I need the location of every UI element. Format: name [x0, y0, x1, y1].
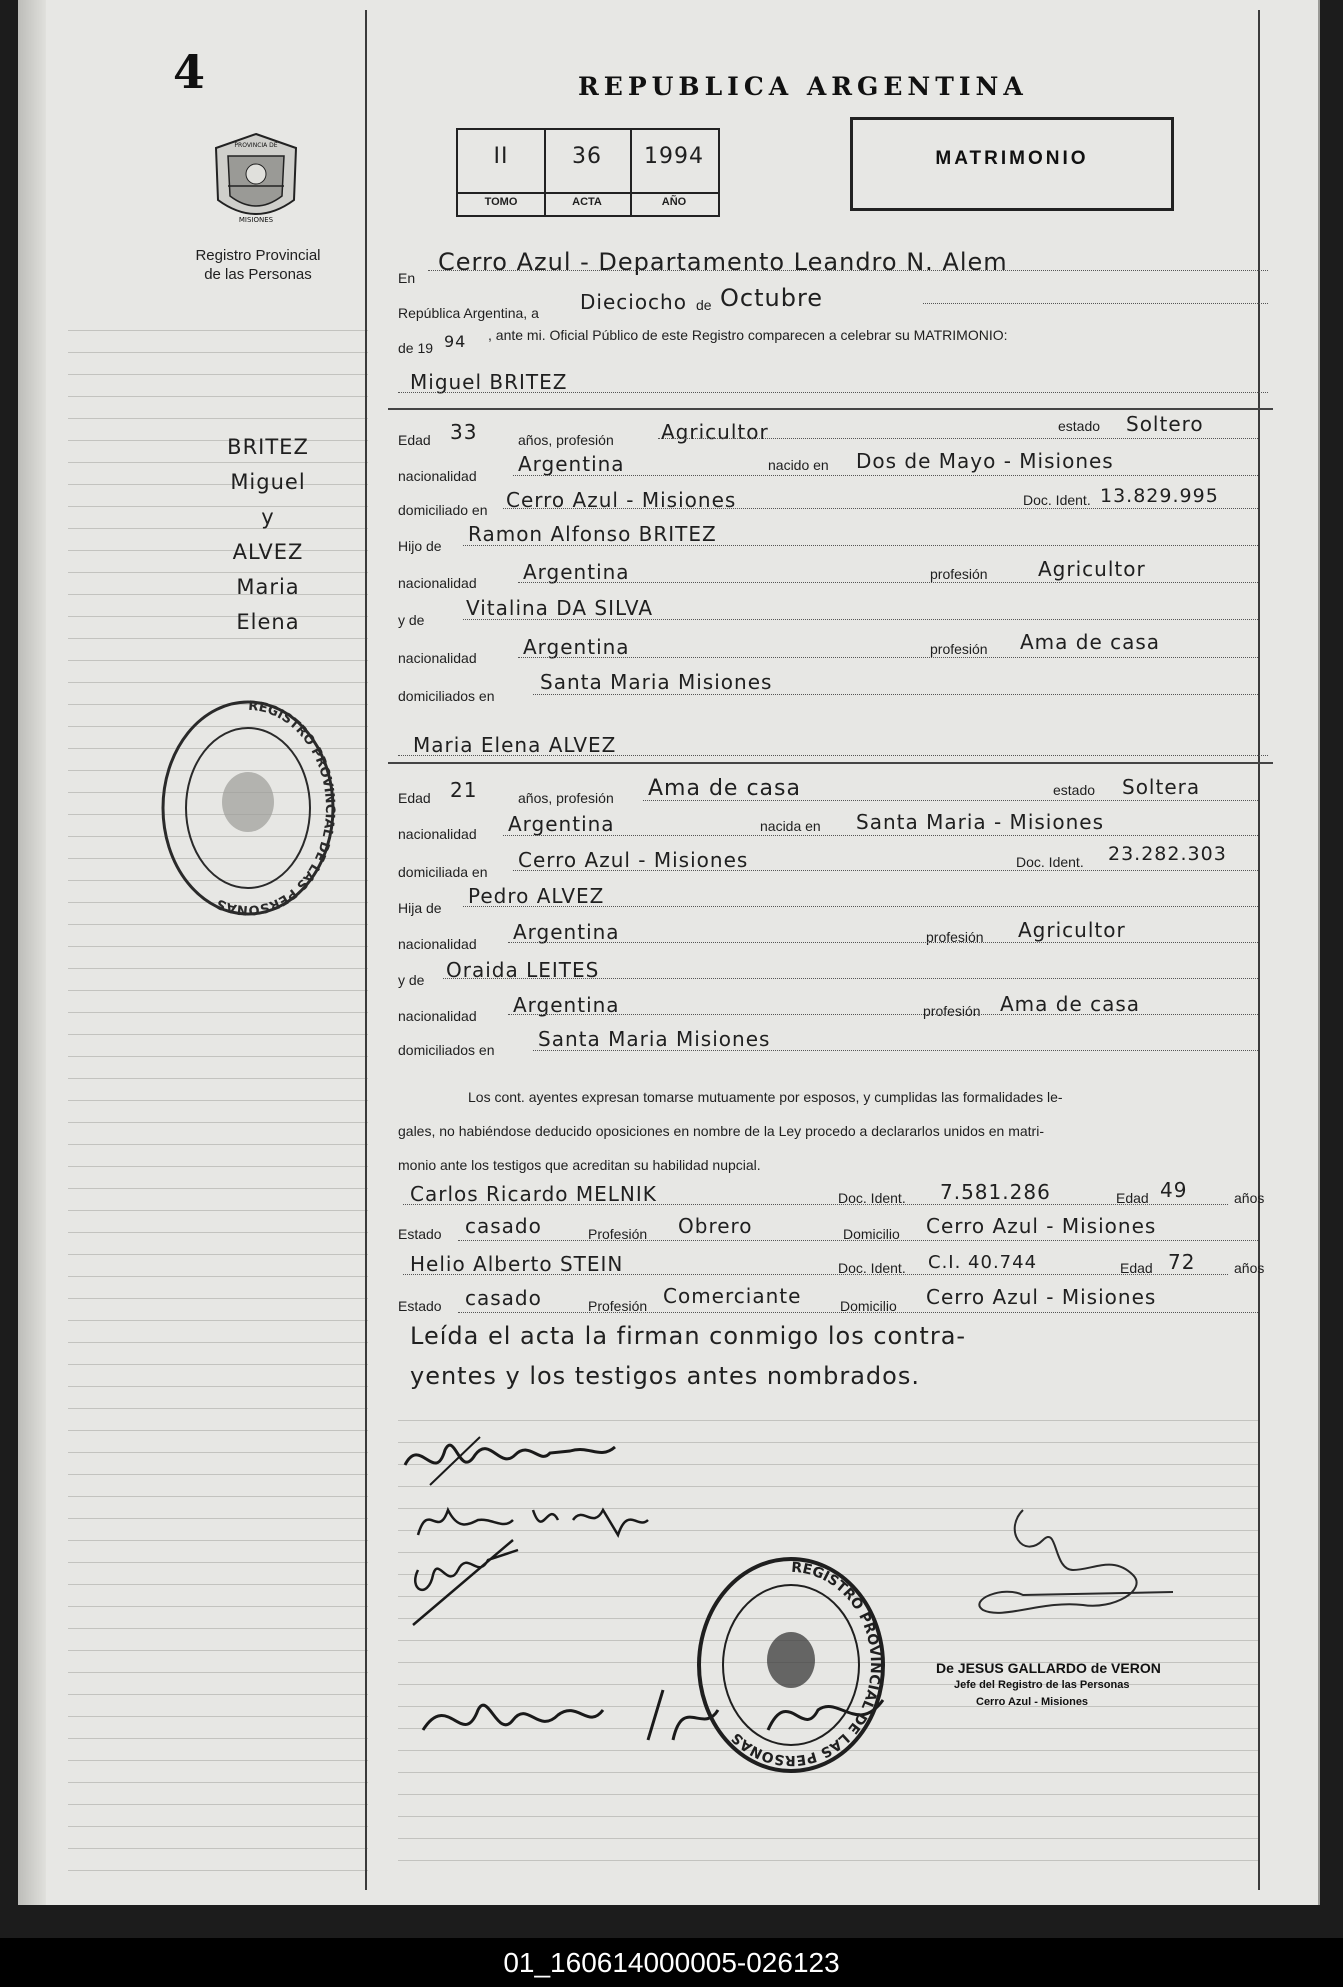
acta-value: 36: [572, 144, 602, 169]
margin-ruled-line: [68, 1606, 368, 1607]
margin-ruled-line: [68, 1826, 368, 1827]
margin-ruled-line: [68, 1056, 368, 1057]
official-name: De JESUS GALLARDO de VERON: [936, 1660, 1161, 1676]
margin-ruled-line: [68, 1254, 368, 1255]
margin-ruled-line: [68, 1716, 368, 1717]
body-ruled-line: [398, 1816, 1258, 1817]
bride-madre: Oraida LEITES: [446, 958, 600, 982]
witness1-domicilio-label: Domicilio: [843, 1226, 900, 1242]
body-ruled-line: [398, 1420, 1258, 1421]
margin-note-line: ALVEZ: [232, 540, 304, 564]
bride-madre-prof: Ama de casa: [1000, 992, 1141, 1016]
margin-ruled-line: [68, 1342, 368, 1343]
margin-ruled-line: [68, 1364, 368, 1365]
bride-hija-label: Hija de: [398, 900, 442, 916]
groom-padres-dom: Santa Maria Misiones: [540, 670, 773, 694]
groom-padres-dom-label: domiciliados en: [398, 688, 495, 704]
bride-padre-nac-label: nacionalidad: [398, 936, 477, 952]
margin-vertical-rule: [365, 10, 367, 1890]
margin-note-line: y: [261, 505, 275, 529]
margin-note-line: Elena: [236, 610, 300, 634]
ano-value: 1994: [644, 144, 704, 169]
margin-ruled-line: [68, 1408, 368, 1409]
groom-nacionalidad-label: nacionalidad: [398, 468, 477, 484]
groom-padre-nac-label: nacionalidad: [398, 575, 477, 591]
body-ruled-line: [398, 1838, 1258, 1839]
bride-padre: Pedro ALVEZ: [468, 884, 605, 908]
margin-ruled-line: [68, 1100, 368, 1101]
country-heading: REPUBLICA ARGENTINA: [578, 72, 1028, 101]
margin-ruled-line: [68, 1694, 368, 1695]
groom-doc-label: Doc. Ident.: [1023, 492, 1091, 508]
witness2-edad-label: Edad: [1120, 1260, 1153, 1276]
margin-ruled-line: [68, 1078, 368, 1079]
witness2-profesion-label: Profesión: [588, 1298, 648, 1314]
declaration-line: gales, no habiéndose deducido oposiciones en nombre de la Ley procedo a declararlos unidos en matri-: [398, 1123, 1044, 1139]
margin-ruled-line: [68, 660, 368, 661]
official-title: Jefe del Registro de las Personas: [954, 1679, 1130, 1691]
margin-ruled-line: [68, 1804, 368, 1805]
bride-padre-prof-label: profesión: [926, 929, 984, 945]
margin-ruled-line: [68, 1298, 368, 1299]
witness1-profesion-label: Profesión: [588, 1226, 648, 1242]
margin-ruled-line: [68, 396, 368, 397]
margin-note-line: BRITEZ: [227, 435, 309, 459]
groom-nacido: Dos de Mayo - Misiones: [856, 449, 1114, 473]
margin-ruled-line: [68, 1232, 368, 1233]
margin-ruled-line: [68, 1518, 368, 1519]
margin-ruled-line: [68, 1540, 368, 1541]
groom-domicilio: Cerro Azul - Misiones: [506, 488, 737, 512]
margin-ruled-line: [68, 1144, 368, 1145]
registry-name-line2: de las Personas: [204, 266, 312, 283]
margin-ruled-line: [68, 1562, 368, 1563]
witness2-edad: 72: [1168, 1250, 1196, 1274]
margin-ruled-line: [68, 1386, 368, 1387]
groom-madre: Vitalina DA SILVA: [466, 596, 654, 620]
registry-stamp-official: [686, 1550, 896, 1780]
bride-nacida: Santa Maria - Misiones: [856, 810, 1104, 834]
bride-madre-prof-label: profesión: [923, 1003, 981, 1019]
margin-ruled-line: [68, 946, 368, 947]
official-signature: [963, 1500, 1193, 1650]
margin-note-line: Maria: [236, 575, 300, 599]
witness2-name: Helio Alberto STEIN: [410, 1252, 624, 1276]
bride-profesion: Ama de casa: [648, 776, 801, 801]
margin-ruled-line: [68, 1034, 368, 1035]
stamp-ring-text: REGISTRO PROVINCIAL DE LAS PERSONAS: [214, 698, 337, 918]
margin-ruled-line: [68, 1628, 368, 1629]
registry-name: [158, 246, 358, 284]
tomo-value: II: [493, 144, 509, 169]
svg-text:PROVINCIA DE: PROVINCIA DE: [234, 142, 278, 149]
margin-ruled-line: [68, 1452, 368, 1453]
registry-name-line1: Registro Provincial: [195, 247, 321, 264]
margin-ruled-line: [68, 1188, 368, 1189]
official-location: Cerro Azul - Misiones: [976, 1696, 1089, 1708]
margin-ruled-line: [68, 330, 368, 331]
groom-padre: Ramon Alfonso BRITEZ: [468, 522, 717, 546]
margin-ruled-line: [68, 374, 368, 375]
closing-line1: Leída el acta la firman conmigo los contra-: [410, 1322, 967, 1350]
register-page: [18, 0, 1320, 1905]
witness1-name: Carlos Ricardo MELNIK: [410, 1182, 657, 1206]
margin-ruled-line: [68, 1474, 368, 1475]
margin-ruled-line: [68, 1320, 368, 1321]
margin-ruled-line: [68, 1848, 368, 1849]
margin-ruled-line: [68, 1650, 368, 1651]
bride-profesion-label: años, profesión: [518, 790, 614, 806]
bride-padres-dom-label: domiciliados en: [398, 1042, 495, 1058]
witness1-signature: [403, 1530, 533, 1630]
groom-madre-nac-label: nacionalidad: [398, 650, 477, 666]
groom-padre-prof-label: profesión: [930, 566, 988, 582]
page-number: 4: [173, 45, 206, 99]
bride-padres-dom: Santa Maria Misiones: [538, 1027, 771, 1051]
bride-estado: Soltera: [1122, 775, 1201, 799]
groom-estado: Soltero: [1126, 412, 1204, 436]
margin-ruled-line: [68, 1012, 368, 1013]
margin-note: [168, 430, 368, 640]
margin-ruled-line: [68, 1672, 368, 1673]
bride-nacida-label: nacida en: [760, 818, 821, 834]
record-number-box: [456, 128, 720, 217]
witness1-doc-label: Doc. Ident.: [838, 1190, 906, 1206]
marriage-place: Cerro Azul - Departamento Leandro N. Alem: [438, 248, 1008, 276]
margin-ruled-line: [68, 1430, 368, 1431]
page-binding: [18, 0, 46, 1905]
year-prefix: de 19: [398, 340, 434, 356]
witness1-doc: 7.581.286: [940, 1180, 1051, 1204]
margin-ruled-line: [68, 1782, 368, 1783]
acta-label: ACTA: [572, 196, 602, 208]
margin-ruled-line: [68, 1210, 368, 1211]
witness2-profesion: Comerciante: [663, 1284, 802, 1308]
margin-ruled-line: [68, 1584, 368, 1585]
margin-ruled-line: [68, 418, 368, 419]
bride-nacionalidad: Argentina: [508, 812, 615, 836]
witness2-doc: C.I. 40.744: [928, 1252, 1038, 1273]
witness2-doc-label: Doc. Ident.: [838, 1260, 906, 1276]
groom-edad: 33: [450, 420, 478, 444]
witness1-domicilio: Cerro Azul - Misiones: [926, 1214, 1157, 1238]
bride-padre-prof: Agricultor: [1018, 918, 1126, 942]
groom-hijo-label: Hijo de: [398, 538, 442, 554]
groom-profesion-label: años, profesión: [518, 432, 614, 448]
margin-ruled-line: [68, 1276, 368, 1277]
record-type: MATRIMONIO: [935, 148, 1089, 169]
official-seal-text: [936, 1660, 1236, 1711]
stamp-ring-text: REGISTRO PROVINCIAL DE LAS PERSONAS: [728, 1559, 884, 1769]
marriage-month: Octubre: [720, 284, 824, 312]
bride-edad: 21: [450, 778, 478, 802]
republica-label: República Argentina, a: [398, 305, 539, 321]
marriage-year: 94: [444, 332, 467, 351]
groom-nacionalidad: Argentina: [518, 452, 625, 476]
witness1-profesion: Obrero: [678, 1214, 753, 1238]
margin-ruled-line: [68, 1166, 368, 1167]
bride-madre-nac: Argentina: [513, 993, 620, 1017]
witness2-domicilio-label: Domicilio: [840, 1298, 897, 1314]
witness1-estado: casado: [465, 1214, 542, 1238]
declaration-text: [468, 1080, 1273, 1114]
groom-domicilio-label: domiciliado en: [398, 502, 488, 518]
groom-estado-label: estado: [1058, 418, 1101, 434]
groom-profesion: Agricultor: [661, 420, 769, 444]
groom-yde-label: y de: [398, 612, 425, 628]
groom-signature: [400, 1425, 660, 1495]
margin-ruled-line: [68, 352, 368, 353]
groom-name: Miguel BRITEZ: [410, 370, 568, 394]
statement: , ante mi. Oficial Público de este Registro comparecen a celebrar su MATRIMONIO:: [488, 327, 1008, 343]
groom-padre-prof: Agricultor: [1038, 557, 1146, 581]
groom-madre-prof-label: profesión: [930, 641, 988, 657]
record-type-box: [850, 117, 1174, 211]
margin-ruled-line: [68, 682, 368, 683]
margin-note-line: Miguel: [230, 470, 306, 494]
witness1-estado-label: Estado: [398, 1226, 442, 1242]
bride-edad-label: Edad: [398, 790, 431, 806]
day-de-label: de: [696, 297, 712, 313]
scan-id-footer: 01_160614000005-026123: [0, 1938, 1343, 1987]
ano-label: AÑO: [661, 196, 687, 208]
body-ruled-line: [398, 1860, 1258, 1861]
witness1-edad-label: Edad: [1116, 1190, 1149, 1206]
margin-ruled-line: [68, 1760, 368, 1761]
groom-nacido-label: nacido en: [768, 457, 829, 473]
declaration-line: Los cont. ayentes expresan tomarse mutuamente por esposos, y cumplidas las formalidades le-: [468, 1089, 1063, 1105]
bride-padre-nac: Argentina: [513, 920, 620, 944]
en-label: En: [398, 270, 416, 286]
bride-name: Maria Elena ALVEZ: [413, 733, 617, 757]
groom-madre-prof: Ama de casa: [1020, 630, 1161, 654]
svg-text:MISIONES: MISIONES: [238, 216, 274, 224]
witness2-estado: casado: [465, 1286, 542, 1310]
bride-nacionalidad-label: nacionalidad: [398, 826, 477, 842]
groom-padre-nac: Argentina: [523, 560, 630, 584]
witness2-estado-label: Estado: [398, 1298, 442, 1314]
bride-madre-nac-label: nacionalidad: [398, 1008, 477, 1024]
section-divider: [388, 408, 1273, 410]
declaration-text-cont: [398, 1114, 1278, 1182]
groom-doc: 13.829.995: [1100, 485, 1219, 507]
registry-stamp-margin: [153, 690, 343, 920]
bride-domicilio-label: domiciliada en: [398, 864, 488, 880]
witness2-domicilio: Cerro Azul - Misiones: [926, 1285, 1157, 1309]
margin-ruled-line: [68, 1122, 368, 1123]
tomo-label: TOMO: [484, 196, 518, 208]
provincial-emblem-icon: [208, 130, 304, 230]
groom-edad-label: Edad: [398, 432, 431, 448]
groom-madre-nac: Argentina: [523, 635, 630, 659]
bride-domicilio: Cerro Azul - Misiones: [518, 848, 749, 872]
marriage-day: Dieciocho: [580, 290, 687, 314]
right-vertical-rule: [1258, 10, 1260, 1890]
margin-ruled-line: [68, 990, 368, 991]
margin-ruled-line: [68, 1496, 368, 1497]
margin-ruled-line: [68, 968, 368, 969]
margin-ruled-line: [68, 1738, 368, 1739]
witness1-anos-label: años: [1234, 1190, 1265, 1206]
bride-doc: 23.282.303: [1108, 843, 1227, 865]
body-ruled-line: [398, 1794, 1258, 1795]
closing-line2: yentes y los testigos antes nombrados.: [410, 1362, 920, 1390]
bride-estado-label: estado: [1053, 782, 1096, 798]
bride-yde-label: y de: [398, 972, 425, 988]
margin-ruled-line: [68, 1870, 368, 1871]
section-divider: [388, 762, 1273, 764]
witness2-anos-label: años: [1234, 1260, 1265, 1276]
witness1-edad: 49: [1160, 1178, 1188, 1202]
margin-ruled-line: [68, 924, 368, 925]
declaration-line: monio ante los testigos que acreditan su habilidad nupcial.: [398, 1157, 761, 1173]
bride-doc-label: Doc. Ident.: [1016, 854, 1084, 870]
